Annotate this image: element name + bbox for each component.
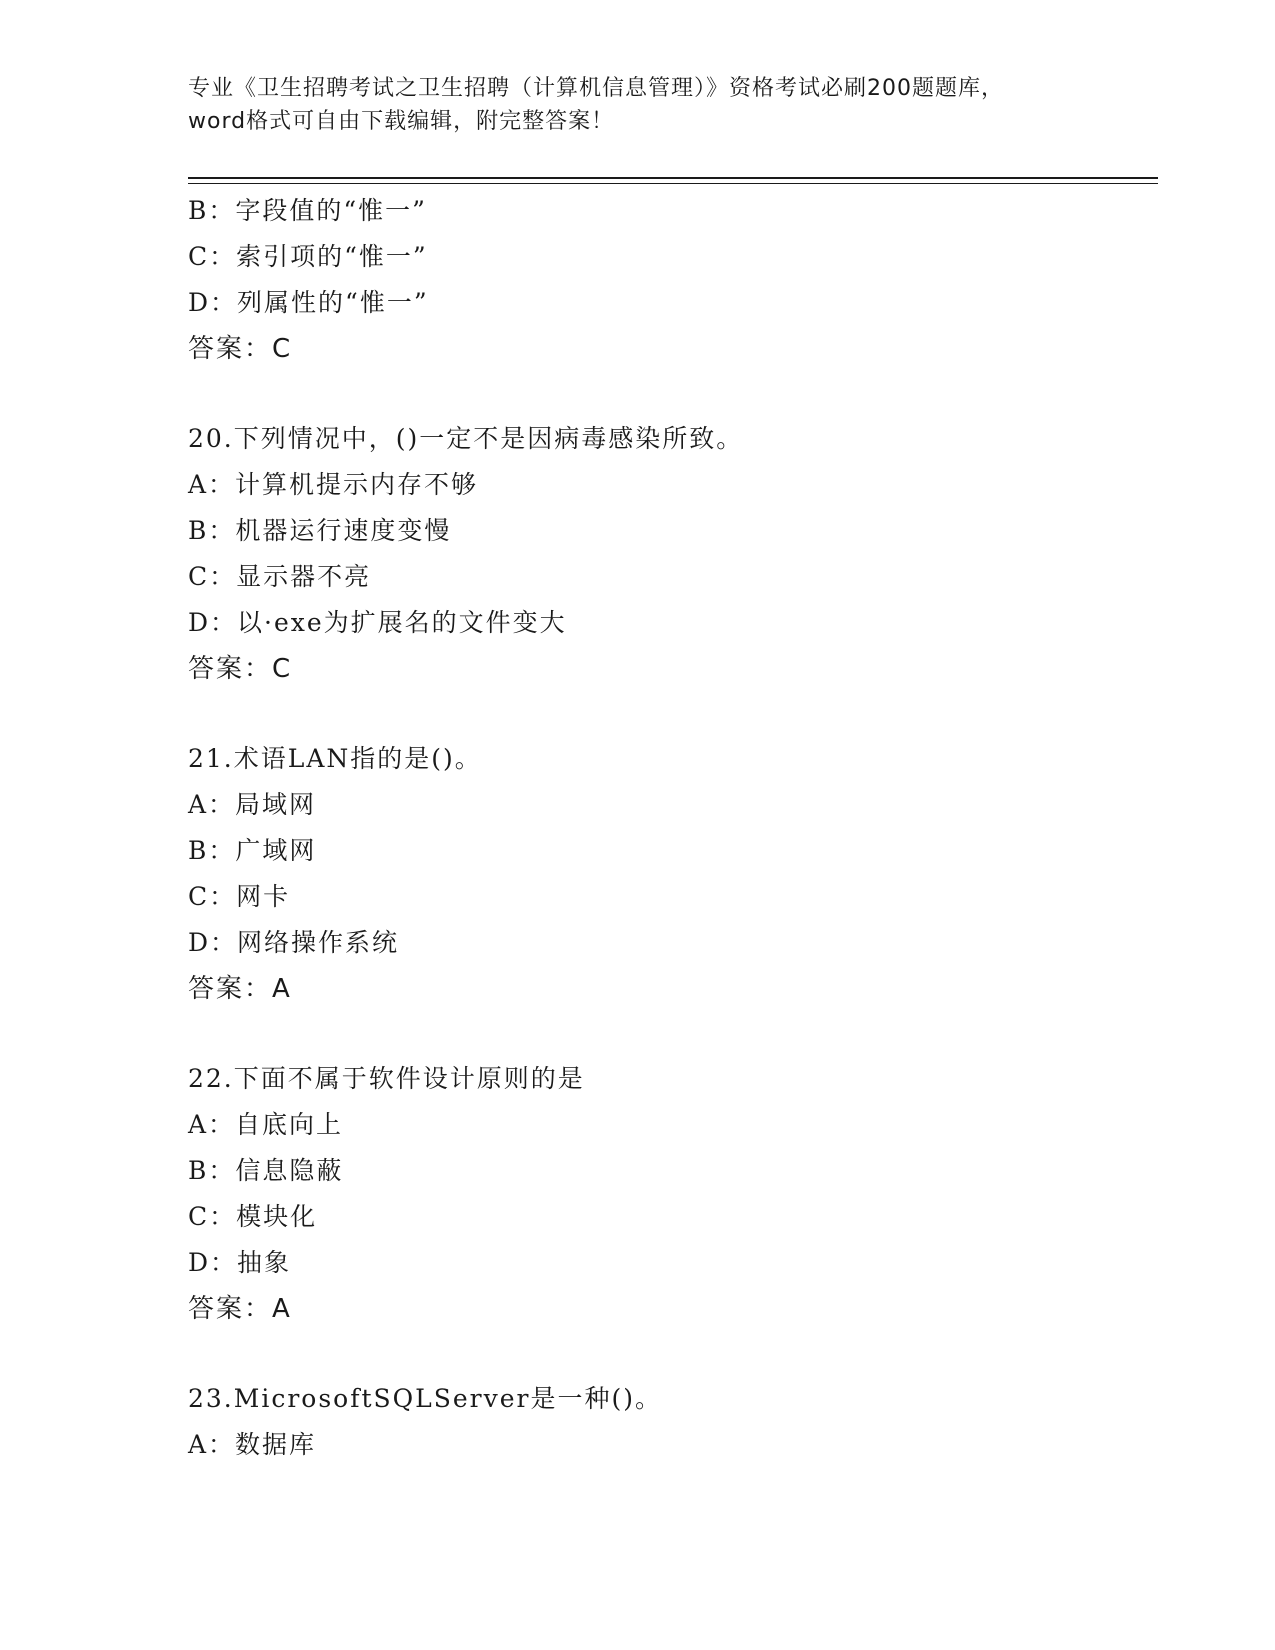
answer-line: 答案：A <box>188 1294 292 1324</box>
header-line-2: word格式可自由下载编辑，附完整答案！ <box>188 109 615 134</box>
question-stem: 22.下面不属于软件设计原则的是 <box>188 1064 585 1093</box>
option-line: B：信息隐蔽 <box>188 1156 344 1185</box>
option-line: D：网络操作系统 <box>188 928 400 957</box>
option-line: A：自底向上 <box>188 1110 344 1139</box>
question-list <box>188 188 1138 1468</box>
question-stem: 23.MicrosoftSQLServer是一种()。 <box>188 1384 663 1413</box>
option-line: B：机器运行速度变慢 <box>188 516 452 545</box>
question-21 <box>188 736 1138 1012</box>
question-stem: 20.下列情况中，()一定不是因病毒感染所致。 <box>188 424 744 453</box>
answer-line: 答案：A <box>188 974 292 1004</box>
option-line: A：数据库 <box>188 1430 317 1459</box>
option-line: D：列属性的“惟一” <box>188 288 429 317</box>
answer-line: 答案：C <box>188 654 293 684</box>
option-line: D：抽象 <box>188 1248 292 1277</box>
question-22 <box>188 1056 1138 1332</box>
option-line: D：以·exe为扩展名的文件变大 <box>188 608 567 637</box>
option-line: B：字段值的“惟一” <box>188 196 427 225</box>
option-line: A：计算机提示内存不够 <box>188 470 479 499</box>
header-divider <box>188 177 1158 179</box>
spacer <box>188 372 1138 416</box>
question-stem: 21.术语LAN指的是()。 <box>188 744 482 773</box>
document-header <box>188 72 1088 138</box>
spacer <box>188 1332 1138 1376</box>
question-20 <box>188 416 1138 692</box>
header-line-1: 专业《卫生招聘考试之卫生招聘（计算机信息管理）》资格考试必刷200题题库， <box>188 76 1004 101</box>
option-line: A：局域网 <box>188 790 317 819</box>
header-divider-thin <box>188 183 1158 184</box>
answer-line: 答案：C <box>188 334 293 364</box>
spacer <box>188 692 1138 736</box>
option-line: C：网卡 <box>188 882 291 911</box>
option-line: C：显示器不亮 <box>188 562 372 591</box>
question-23 <box>188 1376 1138 1468</box>
carryover-question <box>188 188 1138 372</box>
option-line: C：索引项的“惟一” <box>188 242 428 271</box>
option-line: C：模块化 <box>188 1202 318 1231</box>
option-line: B：广域网 <box>188 836 317 865</box>
spacer <box>188 1012 1138 1056</box>
